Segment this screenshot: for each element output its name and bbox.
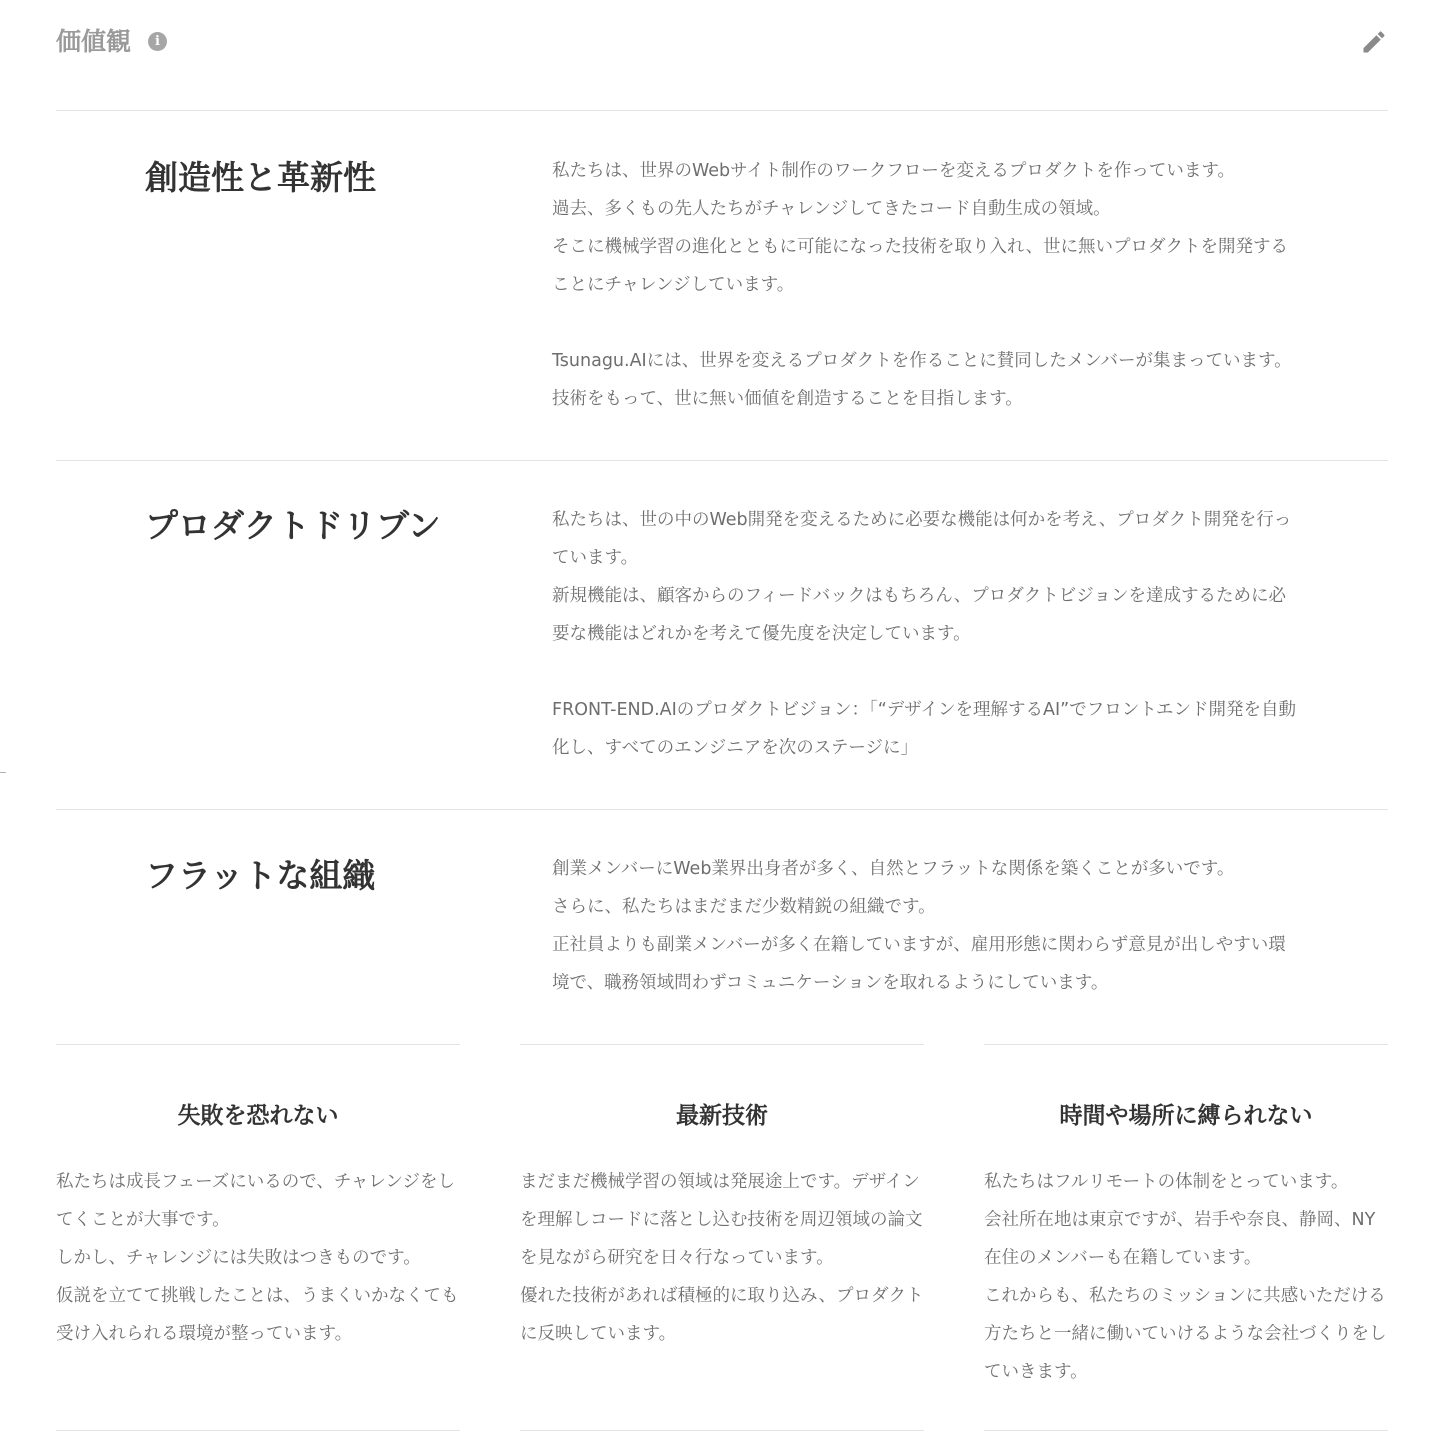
divider xyxy=(56,809,1388,810)
card-title: 時間や場所に縛られない xyxy=(1059,1103,1313,1129)
divider xyxy=(520,1430,924,1431)
divider xyxy=(56,110,1388,111)
values-header xyxy=(56,22,1388,62)
paragraph: 私たちは、世の中のWeb開発を変えるために必要な機能は何かを考え、プロダクト開発を行っています。 新規機能は、顧客からのフィードバックはもちろん、プロダクトビジョンを達成するために必要な機能はどれかを考えて優先度を決定しています。 xyxy=(552,510,1292,644)
card-text: まだまだ機械学習の領域は発展途上です。デザインを理解しコードに落とし込む技術を周辺領域の論文を見ながら研究を日々行なっています。 優れた技術があれば積極的に取り込み、プロダクトに反映しています。 xyxy=(520,1172,924,1344)
page-title: 価値観 xyxy=(56,27,132,56)
section-text-product-driven xyxy=(552,501,1297,767)
divider xyxy=(56,1044,460,1045)
paragraph: 私たちは、世界のWebサイト制作のワークフローを変えるプロダクトを作っています。 過去、多くもの先人たちがチャレンジしてきたコード自動生成の領域。 そこに機械学習の進化とともに可能になった技術を取り入れ、世に無いプロダクトを開発することにチャレンジしています。 xyxy=(552,161,1289,295)
paragraph: FRONT-END.AIのプロダクトビジョン：「“デザインを理解するAI”でフロントエンド開発を自動化し、すべてのエンジニアを次のステージに」 xyxy=(552,700,1297,758)
info-icon[interactable]: i xyxy=(148,32,167,51)
section-text-flat-organization xyxy=(552,850,1297,1002)
section-title-creativity: 創造性と革新性 xyxy=(145,158,376,197)
divider xyxy=(984,1044,1388,1045)
paragraph: Tsunagu.AIには、世界を変えるプロダクトを作ることに賛同したメンバーが集まっています。技術をもって、世に無い価値を創造することを目指します。 xyxy=(552,351,1292,409)
divider xyxy=(56,1430,460,1431)
section-title-product-driven: プロダクトドリブン xyxy=(145,506,441,545)
divider xyxy=(56,460,1388,461)
divider xyxy=(520,1044,924,1045)
card-text: 私たちは成長フェーズにいるので、チャレンジをしてくことが大事です。 しかし、チャレンジには失敗はつきものです。 仮説を立てて挑戦したことは、うまくいかなくても受け入れられる環境が整っています。 xyxy=(56,1172,459,1344)
section-text-creativity xyxy=(552,152,1297,418)
card-title: 失敗を恐れない xyxy=(177,1103,339,1129)
divider xyxy=(984,1430,1388,1431)
card-text: 私たちはフルリモートの体制をとっています。 会社所在地は東京ですが、岩手や奈良、静岡、NY在住のメンバーも在籍しています。 これからも、私たちのミッションに共感いただける方たちと一緒に働いていけるような会社づくりをしていきます。 xyxy=(984,1172,1387,1382)
paragraph: 創業メンバーにWeb業界出身者が多く、自然とフラットな関係を築くことが多いです。 さらに、私たちはまだまだ少数精鋭の組織です。 正社員よりも副業メンバーが多く在籍していますが、雇用形態に関わらず意見が出しやすい環境で、職務領域問わずコミュニケーションを取れるようにしています。 xyxy=(552,859,1286,993)
scroll-marker xyxy=(0,772,6,773)
card-title: 最新技術 xyxy=(676,1103,768,1129)
pencil-icon[interactable] xyxy=(1360,28,1388,56)
section-title-flat-organization: フラットな組織 xyxy=(145,856,376,895)
